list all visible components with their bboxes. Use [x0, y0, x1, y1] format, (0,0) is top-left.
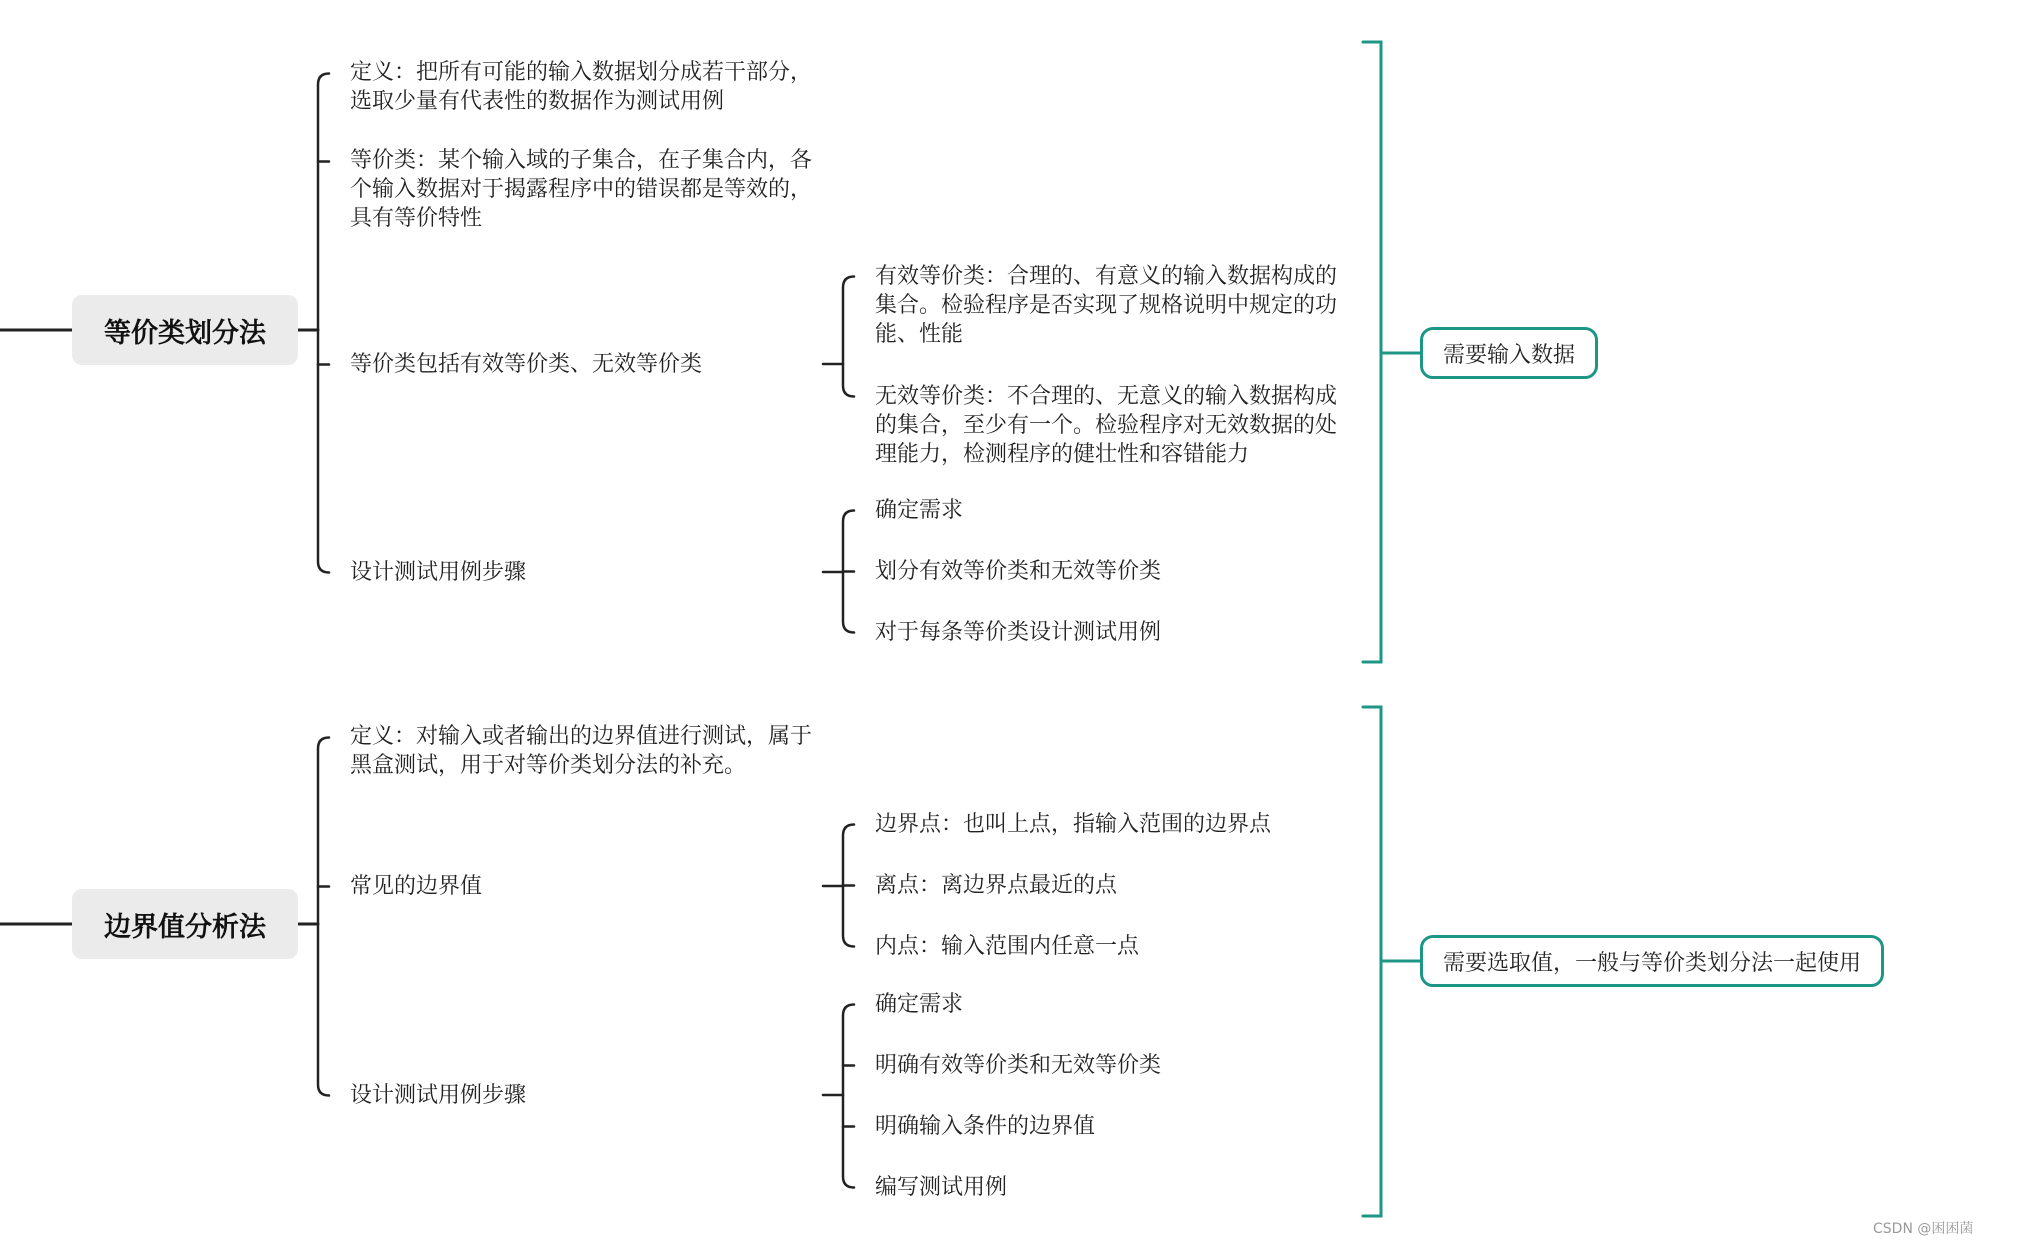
child-1-2-1: 明确有效等价类和无效等价类 — [875, 1053, 1162, 1078]
summary-box-1[interactable]: 需要选取值，一般与等价类划分法一起使用 — [1420, 935, 1884, 987]
item-1-0: 定义：对输入或者输出的边界值进行测试，属于 黑盒测试，用于对等价类划分法的补充。 — [350, 724, 813, 778]
child-0-2-0: 有效等价类：合理的、有意义的输入数据构成的 集合。检验程序是否实现了规格说明中规定的功 能、性能 — [875, 264, 1338, 347]
item-0-2: 等价类包括有效等价类、无效等价类 — [350, 352, 703, 377]
item-0-3: 设计测试用例步骤 — [350, 560, 527, 585]
item-1-2: 设计测试用例步骤 — [350, 1083, 527, 1108]
child-1-2-3: 编写测试用例 — [875, 1175, 1008, 1200]
child-bracket-0-2 — [843, 277, 854, 397]
item-bracket-0 — [318, 74, 329, 573]
child-0-3-1: 划分有效等价类和无效等价类 — [875, 559, 1162, 584]
child-bracket-1-2 — [843, 1005, 854, 1188]
root-node-0[interactable]: 等价类划分法 — [72, 295, 298, 365]
child-0-3-2: 对于每条等价类设计测试用例 — [875, 620, 1162, 645]
child-1-1-0: 边界点：也叫上点，指输入范围的边界点 — [875, 812, 1272, 837]
summary-bracket-1 — [1363, 707, 1381, 1216]
item-0-1: 等价类：某个输入域的子集合，在子集合内，各 个输入数据对于揭露程序中的错误都是等效的， 具有等价特性 — [350, 148, 813, 231]
item-1-1: 常见的边界值 — [350, 874, 483, 899]
root-node-1[interactable]: 边界值分析法 — [72, 889, 298, 959]
child-0-2-1: 无效等价类：不合理的、无意义的输入数据构成 的集合，至少有一个。检验程序对无效数据的处 理能力，检测程序的健壮性和容错能力 — [875, 384, 1338, 467]
item-bracket-1 — [318, 738, 329, 1096]
child-1-2-2: 明确输入条件的边界值 — [875, 1114, 1096, 1139]
child-1-2-0: 确定需求 — [875, 992, 964, 1017]
item-0-0: 定义：把所有可能的输入数据划分成若干部分， 选取少量有代表性的数据作为测试用例 — [350, 60, 813, 114]
child-1-1-2: 内点：输入范围内任意一点 — [875, 934, 1140, 959]
child-0-3-0: 确定需求 — [875, 498, 964, 523]
child-1-1-1: 离点：离边界点最近的点 — [875, 873, 1118, 898]
summary-bracket-0 — [1363, 42, 1381, 662]
watermark: CSDN @困困菌 — [1873, 1221, 1974, 1237]
summary-box-0[interactable]: 需要输入数据 — [1420, 327, 1598, 379]
